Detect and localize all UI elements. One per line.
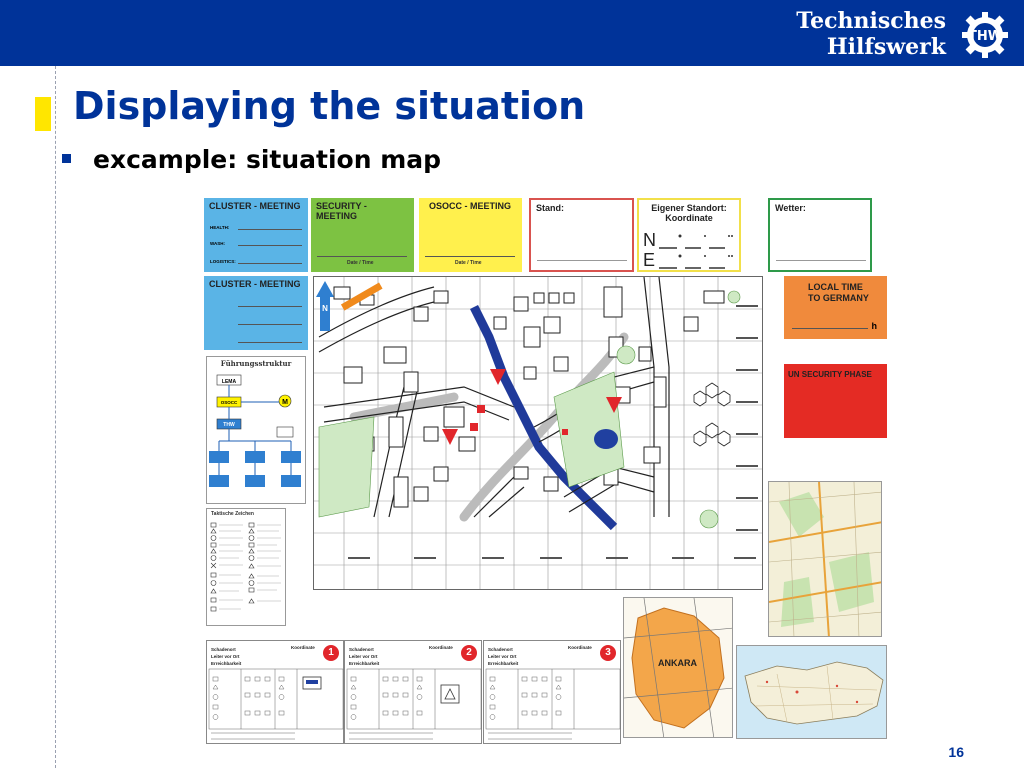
ankara-region-map — [623, 597, 733, 738]
standort-card — [637, 198, 741, 272]
map-lake — [594, 429, 618, 449]
form-label: Koordinate — [568, 645, 592, 650]
taktische-zeichen-panel — [206, 508, 286, 626]
cluster2-line — [238, 306, 302, 307]
standort-n-label: N — [643, 230, 656, 250]
svg-text:THW: THW — [967, 29, 1003, 44]
local-time-card — [784, 276, 887, 339]
org-node-m: M — [282, 399, 288, 406]
incident-form-2 — [344, 640, 482, 744]
turkey-map — [736, 645, 887, 739]
standort-title-2: Koordinate — [665, 213, 713, 223]
cluster2-line — [238, 342, 302, 343]
form-grid — [207, 667, 345, 745]
wetter-title: Wetter: — [775, 203, 806, 213]
left-guide-line — [55, 66, 56, 768]
thw-gear-logo-icon — [960, 10, 1010, 60]
slide-title: Displaying the situation — [73, 84, 586, 128]
turkey-map-drawing — [737, 646, 887, 739]
stand-title: Stand: — [536, 203, 564, 213]
situation-map — [313, 276, 763, 590]
osocc-date-line — [425, 256, 515, 257]
form-number-badge: 2 — [461, 645, 477, 661]
incident-form-1 — [206, 640, 344, 744]
cluster-row-line — [238, 263, 302, 264]
un-security-phase-card — [784, 364, 887, 438]
osocc-meeting-title: OSOCC - MEETING — [429, 201, 512, 211]
brand-line-1: Technisches — [796, 8, 946, 34]
cluster-meeting-title: CLUSTER - MEETING — [209, 201, 301, 211]
org-chart-diagram — [207, 371, 306, 503]
form-grid — [484, 667, 622, 745]
form-label: Erreichbarkeit — [211, 661, 242, 666]
fuehrung-title: Führungsstruktur — [220, 359, 292, 368]
form-grid — [345, 667, 483, 745]
cluster-row-line — [238, 229, 302, 230]
standort-title-1: Eigener Standort: — [651, 203, 727, 213]
org-node-osocc: OSOCC — [220, 400, 238, 405]
incident-form-3 — [483, 640, 621, 744]
cluster-meeting-card-2 — [204, 276, 308, 350]
local-time-title-2: TO GERMANY — [808, 293, 869, 303]
cluster-row-wash: WASH: — [210, 241, 225, 246]
page-number: 16 — [948, 744, 964, 760]
form-label: Leiter vor Ort — [211, 654, 240, 659]
tactical-symbols-list — [207, 521, 286, 626]
cluster-row-line — [238, 245, 302, 246]
bullet-text: excample: situation map — [93, 145, 442, 174]
form-number-badge: 3 — [600, 645, 616, 661]
security-meeting-title: SECURITY - MEETING — [316, 201, 367, 221]
security-date-line — [317, 256, 407, 257]
city-map-thumbnail — [768, 481, 882, 637]
security-meeting-card — [311, 198, 414, 272]
form-label: Schadenort — [211, 647, 236, 652]
taktische-title: Taktische Zeichen — [211, 511, 254, 517]
form-label: Leiter vor Ort — [349, 654, 378, 659]
header-bar — [0, 0, 1024, 66]
form-label: Schadenort — [488, 647, 513, 652]
org-node-thw: THW — [223, 422, 235, 428]
brand-line-2: Hilfswerk — [826, 34, 946, 60]
form-label: Leiter vor Ort — [488, 654, 517, 659]
osocc-date-label: Date / Time — [455, 260, 482, 266]
city-map-drawing — [769, 482, 882, 637]
ankara-map-drawing — [624, 598, 733, 738]
local-time-title-1: LOCAL TIME — [808, 282, 863, 292]
org-node-lema: LEMA — [221, 379, 237, 385]
un-security-phase-title: UN SECURITY PHASE — [788, 370, 872, 379]
stand-line — [537, 260, 627, 261]
title-accent-bar — [35, 97, 51, 131]
cluster-meeting-title-2: CLUSTER - MEETING — [209, 279, 301, 289]
osocc-meeting-card — [419, 198, 522, 272]
wetter-card — [768, 198, 872, 272]
bullet-square-icon — [62, 154, 71, 163]
cluster-meeting-card — [204, 198, 308, 272]
cluster2-line — [238, 324, 302, 325]
form-label: Koordinate — [291, 645, 315, 650]
brand-name — [796, 8, 946, 60]
form-label: Koordinate — [429, 645, 453, 650]
form-label: Schadenort — [349, 647, 374, 652]
form-label: Erreichbarkeit — [488, 661, 519, 666]
situation-map-drawing — [314, 277, 763, 590]
local-time-line — [792, 328, 868, 329]
svg-text:N: N — [322, 304, 328, 313]
ankara-label: ANKARA — [658, 658, 697, 668]
form-number-badge: 1 — [323, 645, 339, 661]
cluster-row-health: HEALTH: — [210, 225, 230, 230]
coordinate-blanks — [659, 230, 739, 270]
standort-e-label: E — [643, 250, 656, 270]
stand-card — [529, 198, 634, 272]
cluster-row-logistics: LOGISTICS: — [210, 259, 236, 264]
wetter-line — [776, 260, 866, 261]
fuehrungsstruktur-panel — [206, 356, 306, 504]
local-time-unit: h — [871, 321, 877, 331]
form-label: Erreichbarkeit — [349, 661, 380, 666]
security-date-label: Date / Time — [347, 260, 374, 266]
